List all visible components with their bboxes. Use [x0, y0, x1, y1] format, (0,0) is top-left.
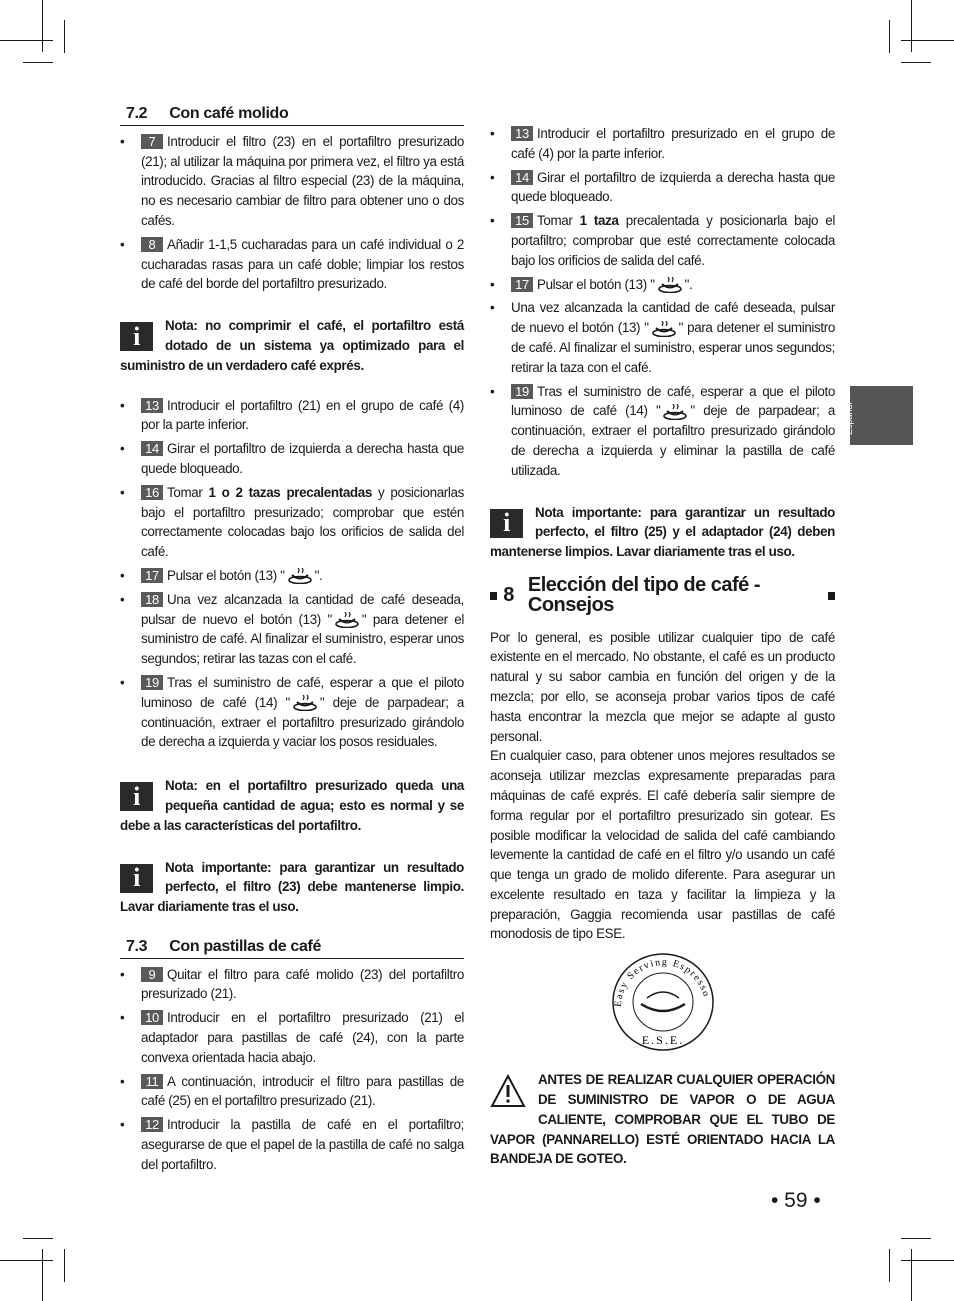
note-text: Nota: en el portafiltro presurizado queda una pequeña cantidad de agua; esto es normal y se debe a las características del portafiltro. [120, 778, 464, 833]
section-heading [120, 104, 464, 126]
step-text: y posicionarlas bajo el portafiltro presurizado; comprobar que estén correctamente colocadas bajo los orificios de salida del café. [141, 484, 464, 560]
step-badge: 7 [141, 134, 163, 149]
step-text: Una vez alcanzada la cantidad de café deseada, pulsar de nuevo el botón (13) " [141, 591, 464, 627]
right-column [490, 104, 835, 1169]
heading-square [490, 592, 497, 600]
list-item: • 14 Girar el portafiltro de izquierda a derecha hasta que quede bloqueado. [120, 441, 464, 476]
step-text: Introducir la pastilla de café en el portafiltro; asegurarse de que el papel de la pastilla de café no salga del portafiltro. [141, 1117, 464, 1172]
coffee-cup-icon [291, 695, 319, 711]
list-item: • 13 Introducir el portafiltro (21) en el grupo de café (4) por la parte inferior. [120, 397, 464, 433]
list-item: • 17 Pulsar el botón (13) " ". [120, 567, 323, 583]
list-item: • 18 Una vez alcanzada la cantidad de café deseada, pulsar de nuevo el botón (13) " " para detener el suministro de café. Al finalizar el suministro, esperar unos segundos; retirar las tazas con el café. [120, 591, 464, 667]
step-text: ". [684, 276, 693, 292]
list-item: • 15 Tomar 1 taza precalentada y posicionarla bajo el portafiltro; comprobar que esté correctamente colocada bajo los orificios de salida del café. [490, 213, 835, 268]
step-text: Pulsar el botón (13) " [167, 567, 285, 583]
list-item: • 19 Tras el suministro de café, esperar a que el piloto luminoso de café (14) " " deje de parpadear; a continuación, extraer el portafiltro presurizado girándolo de derecha a izquierda y eliminar la pastilla de café utilizada. [490, 383, 835, 478]
step-badge: 9 [141, 967, 163, 982]
step-badge: 19 [511, 384, 533, 399]
crop-mark [23, 62, 53, 63]
step-text-bold: 1 taza [579, 213, 619, 229]
left-column [120, 104, 464, 1179]
step-badge: 15 [511, 213, 533, 228]
list-item: • Una vez alcanzada la cantidad de café deseada, pulsar de nuevo el botón (13) " " para detener el suministro de café. Al finalizar el suministro, esperar unos segundos; retirar la taza con el café. [490, 300, 835, 375]
info-note [120, 316, 464, 375]
step-text: " para detener el suministro de café. Al finalizar el suministro, esperar unos segundos; retirar la taza con el café. [511, 320, 835, 375]
section-number: 8 [503, 583, 514, 606]
crop-mark [42, 0, 43, 52]
info-icon: i [120, 864, 153, 893]
step-badge: 17 [141, 568, 163, 583]
crop-mark [889, 1249, 890, 1282]
list-item: • 14 Girar el portafiltro de izquierda a derecha hasta que quede bloqueado. [490, 169, 835, 205]
step-text: Una vez alcanzada la cantidad de café deseada, pulsar de nuevo el botón (13) " [511, 300, 835, 336]
note-text: Nota importante: para garantizar un resultado perfecto, el filtro (25) y el adaptador (24) deben mantenerse limpios. Lavar diariamente tras el uso. [490, 504, 835, 560]
step-badge: 12 [141, 1117, 163, 1132]
step-text: Tras el suministro de café, esperar a que el piloto luminoso de café (14) " [141, 674, 464, 710]
info-icon: i [120, 782, 153, 811]
info-note [490, 503, 835, 562]
list-item: • 11 A continuación, introducir el filtro para pastillas de café (25) en el portafiltro presurizado (21). [120, 1073, 464, 1109]
crop-mark [64, 1249, 65, 1282]
coffee-cup-icon [286, 568, 314, 584]
step-text: Girar el portafiltro de izquierda a derecha hasta que quede bloqueado. [511, 169, 835, 205]
list-item: • 12 Introducir la pastilla de café en el portafiltro; asegurarse de que el papel de la pastilla de café no salga del portafiltro. [120, 1117, 464, 1172]
step-text: Introducir el filtro (23) en el portafiltro presurizado (21); al utilizar la máquina por primera vez, el filtro ya está introducido. Gracias al filtro especial (23) de la máquina, no es necesario cambiar de filtro para obtener uno o dos cafés. [141, 133, 464, 228]
step-badge: 13 [141, 398, 163, 413]
step-text: ". [314, 567, 323, 583]
warning-icon [490, 1074, 526, 1114]
crop-mark [901, 40, 954, 41]
section-heading [120, 937, 464, 959]
step-badge: 18 [141, 592, 163, 607]
step-text: Girar el portafiltro de izquierda a derecha hasta que quede bloqueado. [141, 441, 464, 476]
coffee-cup-icon [333, 612, 361, 628]
step-text: Introducir el portafiltro presurizado en el grupo de café (4) por la parte inferior. [511, 126, 835, 161]
crop-mark [911, 0, 912, 52]
crop-mark [0, 1260, 53, 1261]
crop-mark [911, 1249, 912, 1301]
step-badge: 11 [141, 1074, 163, 1089]
list-item: • 10 Introducir en el portafiltro presurizado (21) el adaptador para pastillas de café (24), con la parte convexa orientada hacia abajo. [120, 1010, 464, 1065]
info-icon: i [490, 509, 523, 538]
step-badge: 16 [141, 485, 163, 500]
list-item: • 19 Tras el suministro de café, esperar a que el piloto luminoso de café (14) " " deje de parpadear; a continuación, extraer el portafiltro presurizado girándolo de derecha a izquierda y vaciar los posos residuales. [120, 674, 464, 750]
coffee-cup-icon [656, 277, 684, 293]
coffee-cup-icon [661, 404, 689, 420]
step-text: " deje de parpadear; a continuación, extraer el portafiltro presurizado girándolo de derecha a izquierda y vaciar los posos residuales. [141, 694, 464, 750]
info-note [120, 858, 464, 917]
list-item: • 9 Quitar el filtro para café molido (23) del portafiltro presurizado (21). [120, 966, 464, 1002]
step-badge: 14 [511, 170, 533, 185]
section-heading [490, 573, 835, 616]
note-text: Nota: no comprimir el café, el portafiltro está dotado de un sistema ya optimizado para el suministro de un verdadero café exprés. [120, 318, 464, 373]
warning-note [490, 1070, 835, 1169]
step-badge: 14 [141, 441, 163, 456]
svg-text:Easy Serving Espresso [612, 957, 711, 1007]
step-text: Pulsar el botón (13) " [537, 276, 655, 292]
step-text: Introducir en el portafiltro presurizado (21) el adaptador para pastillas de café (24), con la parte convexa orientada hacia abajo. [141, 1010, 464, 1065]
coffee-cup-icon [650, 321, 678, 337]
step-text: " para detener el suministro de café. Al finalizar el suministro, esperar unos segundos; retirar las tazas con el café. [141, 611, 464, 667]
logo-text: Easy Serving Espresso [612, 957, 712, 1008]
step-text: " deje de parpadear; a continuación, extraer el portafiltro presurizado girándolo de derecha a izquierda y eliminar la pastilla de café utilizada. [511, 403, 835, 478]
ese-logo-icon [607, 952, 719, 1056]
warning-text: ANTES DE REALIZAR CUALQUIER OPERACIÓN DE SUMINISTRO DE VAPOR O DE AGUA CALIENTE, COMPROBAR QUE EL TUBO DE VAPOR (PANNARELLO) ESTÉ ORIENTADO HACIA LA BANDEJA DE GOTEO. [490, 1072, 835, 1167]
note-text: Nota importante: para garantizar un resultado perfecto, el filtro (23) debe mantenerse limpio. Lavar diariamente tras el uso. [120, 859, 464, 915]
crop-mark [901, 1238, 931, 1239]
list-item: • 13 Introducir el portafiltro presurizado en el grupo de café (4) por la parte inferior. [490, 126, 835, 161]
ese-logo [490, 952, 835, 1056]
section-title: Con pastillas de café [169, 937, 322, 955]
info-note [120, 776, 464, 835]
crop-mark [889, 20, 890, 53]
step-badge: 10 [141, 1010, 163, 1025]
list-item: • 8 Añadir 1-1,5 cucharadas para un café individual o 2 cucharadas rasas para un café doble; limpiar los restos de café del borde del portafiltro presurizado. [120, 236, 464, 292]
list-item: • 16 Tomar 1 o 2 tazas precalentadas y posicionarlas bajo el portafiltro presurizado; comprobar que estén correctamente colocadas bajo los orificios de salida del café. [120, 484, 464, 560]
section-title: Con café molido [169, 105, 289, 122]
list-item: • 7 Introducir el filtro (23) en el portafiltro presurizado (21); al utilizar la máquina por primera vez, el filtro ya está introducido. Gracias al filtro especial (23) de la máquina, no es necesario cambiar de filtro para obtener uno o dos cafés. [120, 133, 464, 228]
section-title: Elección del tipo de café - Consejos [527, 573, 761, 616]
step-badge: 19 [141, 675, 163, 690]
language-tab-label: Español [844, 402, 854, 435]
step-badge: 17 [511, 277, 533, 292]
step-badge: 13 [511, 126, 533, 141]
logo-abbr: E.S.E. [641, 1033, 684, 1048]
step-text: Quitar el filtro para café molido (23) del portafiltro presurizado (21). [141, 966, 464, 1002]
crop-mark [64, 20, 65, 53]
step-text: Tomar [537, 213, 580, 229]
crop-mark [23, 1238, 53, 1239]
step-text: Tras el suministro de café, esperar a que el piloto luminoso de café (14) " [511, 383, 835, 419]
paragraph: Por lo general, es posible utilizar cualquier tipo de café existente en el mercado. No obstante, el café es un producto natural y su sabor cambia en función del origen y de la mezcla; por ello, se aconseja probar varios tipos de café hasta encontrar la mezcla que mejor se adapte al gusto personal. [490, 629, 835, 744]
step-text: Introducir el portafiltro (21) en el grupo de café (4) por la parte inferior. [141, 397, 464, 433]
step-text: Tomar [167, 484, 209, 500]
crop-mark [42, 1249, 43, 1301]
section-number: 7.3 [126, 937, 148, 955]
crop-mark [0, 40, 53, 41]
info-icon: i [120, 322, 153, 351]
language-tab [844, 386, 913, 445]
step-text: Añadir 1-1,5 cucharadas para un café individual o 2 cucharadas rasas para un café doble; limpiar los restos de café del borde del portafiltro presurizado. [141, 236, 464, 292]
paragraph: En cualquier caso, para obtener unos mejores resultados se aconseja utilizar mezclas expresamente preparadas para máquinas de café exprés. El café debería salir siempre de forma regular por el portafiltro presurizado sin gotear. Es posible modificar la velocidad de salida del café cambiando levemente la cantidad de café en el filtro y/o usando un café que tenga un grado de molido diferente. Para asegurar un excelente resultado en taza y facilitar la limpieza y la preparación, Gaggia recomienda usar pastillas de café monodosis de tipo ESE. [490, 748, 835, 942]
page-number: • 59 • [771, 1189, 821, 1212]
heading-square [828, 592, 835, 600]
step-text: precalentada y posicionarla bajo el portafiltro; comprobar que esté correctamente colocada bajo los orificios de salida del café. [511, 213, 835, 268]
section-number: 7.2 [126, 105, 148, 122]
crop-mark [901, 1260, 954, 1261]
step-text: A continuación, introducir el filtro para pastillas de café (25) en el portafiltro presurizado (21). [141, 1073, 464, 1109]
crop-mark [901, 62, 931, 63]
step-badge: 8 [141, 237, 163, 252]
list-item: • 17 Pulsar el botón (13) " ". [490, 276, 693, 292]
step-text-bold: 1 o 2 tazas precalentadas [208, 484, 372, 500]
